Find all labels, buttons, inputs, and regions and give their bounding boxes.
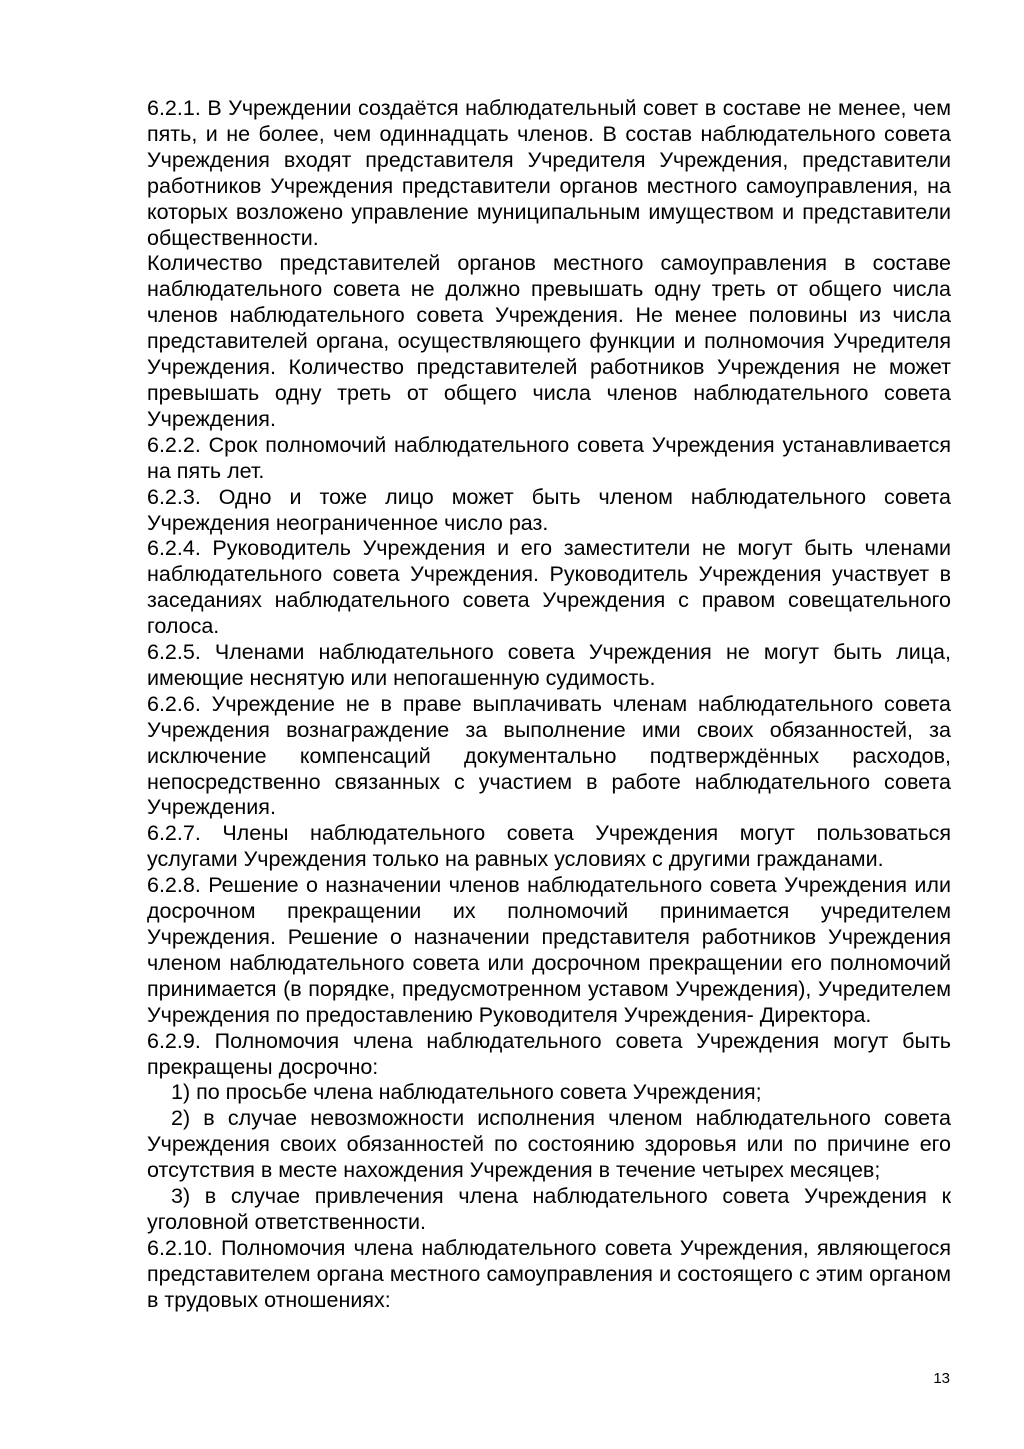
paragraph-6-2-6: 6.2.6. Учреждение не в праве выплачивать членам наблюдательного совета Учреждения вознаграждение за выполнение ими своих обязанностей, за исключение компенсаций документально подтверждённых расходов, непосредственно связанных с участием в работе наблюдательного совета Учреждения. — [147, 691, 951, 820]
list-item-2: 2) в случае невозможности исполнения членом наблюдательного совета Учреждения своих обязанностей по состоянию здоровья или по причине его отсутствия в месте нахождения Учреждения в течение четырех месяцев; — [147, 1106, 951, 1183]
paragraph-6-2-9: 6.2.9. Полномочия члена наблюдательного совета Учреждения могут быть прекращены досрочно: — [147, 1028, 951, 1079]
document-body — [147, 96, 951, 1314]
paragraph-6-2-3: 6.2.3. Одно и тоже лицо может быть членом наблюдательного совета Учреждения неограниченное число раз. — [147, 484, 951, 535]
paragraph-6-2-8: 6.2.8. Решение о назначении членов наблюдательного совета Учреждения или досрочном прекращении их полномочий принимается учредителем Учреждения. Решение о назначении представителя работников Учреждения членом наблюдательного совета или досрочном прекращении его полномочий принимается (в порядке, предусмотренном уставом Учреждения), Учредителем Учреждения по предоставлению Руководителя Учреждения- Директора. — [147, 873, 951, 1027]
paragraph-6-2-2: 6.2.2. Срок полномочий наблюдательного совета Учреждения устанавливается на пять лет. — [147, 432, 951, 483]
paragraph-6-2-7: 6.2.7. Члены наблюдательного совета Учреждения могут пользоваться услугами Учреждения только на равных условиях с другими гражданами. — [147, 821, 951, 872]
paragraph-6-2-5: 6.2.5. Членами наблюдательного совета Учреждения не могут быть лица, имеющие неснятую или непогашенную судимость. — [147, 640, 951, 690]
list-item-3: 3) в случае привлечения члена наблюдательного совета Учреждения к уголовной ответственности. — [147, 1184, 951, 1234]
paragraph-6-2-4: 6.2.4. Руководитель Учреждения и его заместители не могут быть членами наблюдательного совета Учреждения. Руководитель Учреждения участвует в заседаниях наблюдательного совета Учреждения с правом совещательного голоса. — [147, 536, 951, 639]
paragraph-6-2-1-continued: Количество представителей органов местного самоуправления в составе наблюдательного совета не должно превышать одну треть от общего числа членов наблюдательного совета Учреждения. Не менее половины из числа представителей органа, осуществляющего функции и полномочия Учредителя Учреждения. Количество представителей работников Учреждения не может превышать одну треть от общего числа членов наблюдательного совета Учреждения. — [147, 251, 951, 431]
paragraph-6-2-10: 6.2.10. Полномочия члена наблюдательного совета Учреждения, являющегося представителем органа местного самоуправления и состоящего с этим органом в трудовых отношениях: — [147, 1235, 951, 1312]
paragraph-6-2-1: 6.2.1. В Учреждении создаётся наблюдательный совет в составе не менее, чем пять, и не более, чем одиннадцать членов. В состав наблюдательного совета Учреждения входят представителя Учредителя Учреждения, представители работников Учреждения представители органов местного самоуправления, на которых возложено управление муниципальным имуществом и представители общественности. — [147, 96, 951, 250]
page-number: 13 — [933, 1370, 950, 1387]
list-item-1: 1) по просьбе члена наблюдательного совета Учреждения; — [171, 1080, 762, 1105]
